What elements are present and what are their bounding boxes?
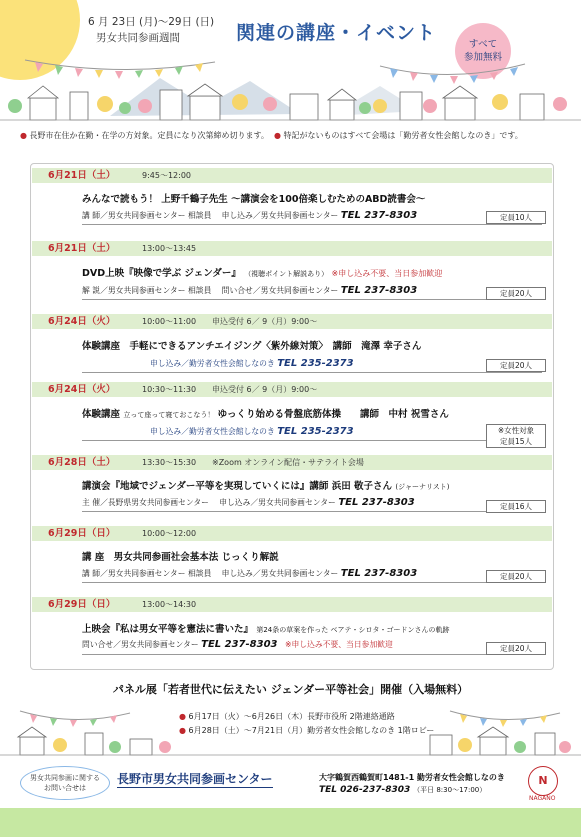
panel-exhibition-title: パネル展「若者世代に伝えたい ジェンダー平等社会」開催（入場無料） (112, 683, 469, 696)
bullet-icon: ● (179, 726, 186, 735)
event-info: 申し込み／勤労者女性会館しなのき TEL 235-2373 (150, 358, 354, 369)
logo-caption: NAGANO (529, 795, 556, 802)
panel-item: ● 6月17日（火）〜6月26日（木）長野市役所 2階連絡通路 (179, 712, 395, 721)
divider (82, 511, 542, 512)
capacity-label: 定員10人 (486, 211, 546, 224)
divider (82, 372, 542, 373)
divider (82, 440, 542, 441)
divider (82, 224, 542, 225)
footer-bar (0, 808, 581, 837)
page-title: 関連の講座・イベント (236, 22, 437, 44)
week-name: 男女共同参画週間 (96, 32, 180, 44)
capacity-label: 定員20人 (486, 642, 546, 655)
capacity-label: 定員16人 (486, 500, 546, 513)
event-phone: TEL 237-8303 (201, 639, 278, 650)
contact-oval: 男女共同参画に関する お問い合せは (20, 766, 110, 800)
event-phone: TEL 235-2373 (277, 358, 354, 369)
divider (82, 654, 542, 655)
event-info: 解 説／男女共同参画センター 相談員 問い合せ／男女共同参画センター TEL 237-8303 (82, 285, 418, 296)
town-illustration (0, 56, 581, 126)
bullet-icon: ● (20, 131, 27, 140)
event-date-band: 6月24日（火） 10:00〜11:00 申込受付 6／ 9（月）9:00〜 (32, 314, 552, 329)
bullet-icon: ● (179, 712, 186, 721)
event-info: 主 催／長野県男女共同参画センター 申し込み／男女共同参画センター TEL 237-8303 (82, 497, 415, 508)
event-info: 講 師／男女共同参画センター 相談員 申し込み／男女共同参画センター TEL 237-8303 (82, 210, 418, 221)
event-info: 申し込み／勤労者女性会館しなのき TEL 235-2373 (150, 426, 354, 437)
event-phone: TEL 237-8303 (338, 497, 415, 508)
event-date-band: 6月29日（日） 10:00〜12:00 (32, 526, 552, 541)
week-dates: 6 月 23日 (月)〜29日 (日) (88, 16, 215, 28)
event-phone: TEL 237-8303 (340, 568, 418, 579)
capacity-label: 定員20人 (486, 359, 546, 372)
capacity-label: 定員20人 (486, 570, 546, 583)
event-date-band: 6月21日（土） 9:45〜12:00 (32, 168, 552, 183)
event-title: みんなで読もう！ 上野千鶴子先生 〜講演会を100倍楽しむためのABD読書会〜 (82, 194, 426, 205)
organization-name: 長野市男女共同参画センター (117, 772, 273, 786)
event-title: DVD上映『映像で学ぶ ジェンダー』 （視聴ポイント解説あり） ※申し込み不要、当日参加歓迎 (82, 268, 443, 279)
capacity-label: ※女性対象 定員15人 (486, 424, 546, 448)
divider (82, 299, 542, 300)
event-phone: TEL 237-8303 (340, 210, 418, 221)
event-title: 講 座 男女共同参画社会基本法 じっくり解説 (82, 552, 279, 563)
event-date-band: 6月24日（火） 10:30〜11:30 申込受付 6／ 9（月）9:00〜 (32, 382, 552, 397)
divider (82, 582, 542, 583)
address: 大字鶴賀西鶴賀町1481-1 勤労者女性会館しなのき (319, 773, 505, 782)
notice-line: ● 長野市在住か在勤・在学の方対象。定員になり次第締め切ります。 ● 特記がないものはすべて会場は「勤労者女性会館しなのき」です。 (20, 131, 523, 140)
capacity-label: 定員20人 (486, 287, 546, 300)
event-date-band: 6月21日（土） 13:00〜13:45 (32, 241, 552, 256)
event-date-band: 6月28日（土） 13:30〜15:30 ※Zoom オンライン配信・サテライト会場 (32, 455, 552, 470)
bullet-icon: ● (273, 131, 281, 140)
panel-item: ● 6月28日（土）〜7月21日（月）勤労者女性会館しなのき 1階ロビー (179, 726, 435, 735)
event-title: 体験講座 手軽にできるアンチエイジング〈紫外線対策〉 講師 滝澤 幸子さん (82, 341, 422, 352)
event-phone: TEL 235-2373 (277, 426, 354, 437)
event-title: 上映会『私は男女平等を憲法に書いた』 第24条の草案を作った ベアテ・シロタ・ゴードンさんの軌跡 (82, 624, 450, 635)
event-title: 体験講座 立って座って寝ておこなう！ ゆっくり始める骨盤底筋体操 講師 中村 祝雪さん (82, 409, 449, 420)
event-title: 講演会『地域でジェンダー平等を実現していくには』講師 浜田 敬子さん (ジャーナリスト) (82, 481, 450, 492)
event-phone: TEL 237-8303 (340, 285, 418, 296)
event-info: 問い合せ／男女共同参画センター TEL 237-8303 ※申し込み不要、当日参加歓迎 (82, 639, 393, 650)
event-date-band: 6月29日（日） 13:00〜14:30 (32, 597, 552, 612)
footer-phone: TEL 026-237-8303 （平日 8:30〜17:00） (319, 785, 487, 795)
free-badge: すべて 参加無料 (455, 23, 511, 79)
event-info: 講 師／男女共同参画センター 相談員 申し込み／男女共同参画センター TEL 237-8303 (82, 568, 418, 579)
town-illustration-bottom (0, 705, 581, 763)
city-logo-icon: N (528, 766, 558, 796)
